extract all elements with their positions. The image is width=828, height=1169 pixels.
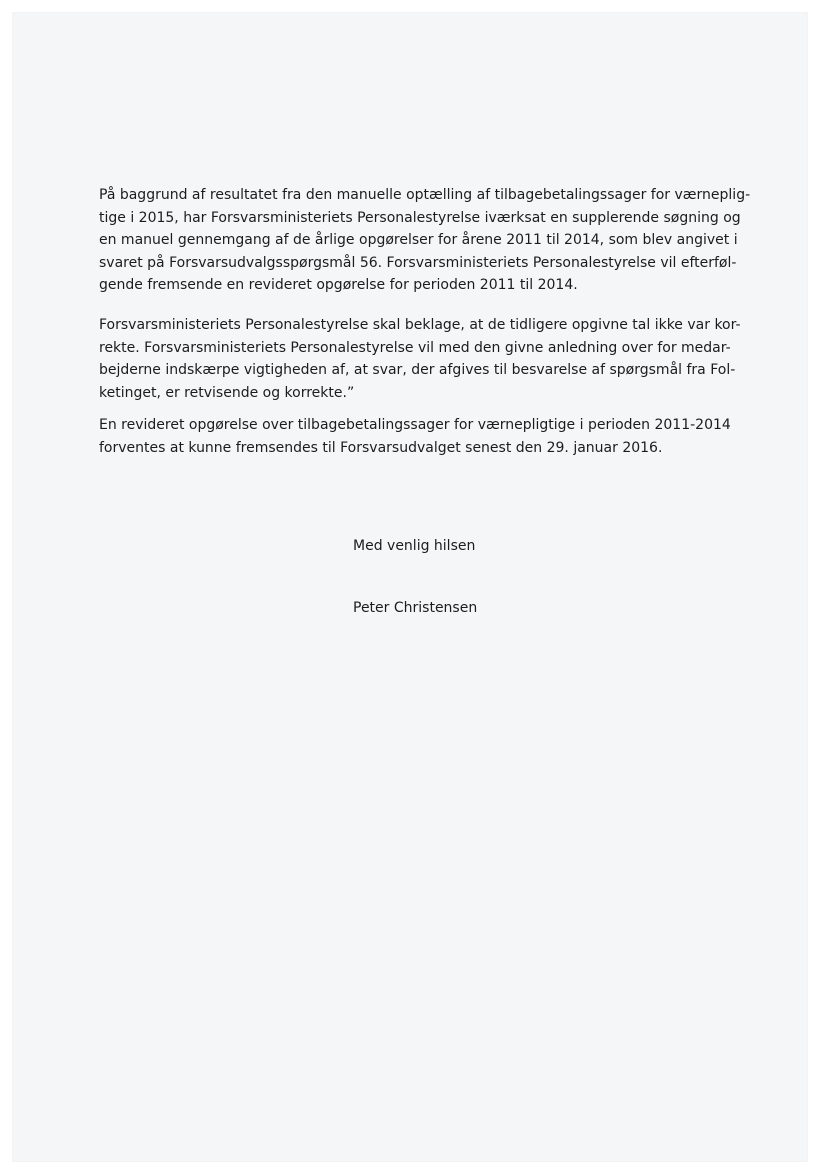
paragraph-line: Forsvarsministeriets Personalestyrelse skal beklage, at de tidligere opgivne tal ikke var kor-	[99, 317, 741, 333]
paragraph-line: En revideret opgørelse over tilbagebetalingssager for værnepligtige i perioden 2011-2014	[99, 417, 731, 433]
signatory-name: Peter Christensen	[353, 600, 478, 616]
paragraph-line: ketinget, er retvisende og korrekte.”	[99, 384, 355, 401]
paragraph-line: en manuel gennemgang af de årlige opgørelser for årene 2011 til 2014, som blev angivet i	[99, 232, 738, 248]
paragraph-line: tige i 2015, har Forsvarsministeriets Personalestyrelse iværksat en supplerende søgning og	[99, 209, 741, 226]
paragraph-line: forventes at kunne fremsendes til Forsvarsudvalget senest den 29. januar 2016.	[99, 439, 663, 456]
paragraph-line: svaret på Forsvarsudvalgsspørgsmål 56. Forsvarsministeriets Personalestyrelse vil efterføl-	[99, 254, 737, 271]
closing-greeting: Med venlig hilsen	[353, 538, 476, 554]
paragraph-line: bejderne indskærpe vigtigheden af, at svar, der afgives til besvarelse af spørgsmål fra Fol-	[99, 362, 736, 378]
paragraph-2	[99, 314, 741, 404]
paragraph-line: gende fremsende en revideret opgørelse for perioden 2011 til 2014.	[99, 277, 578, 293]
paragraph-1	[99, 184, 751, 297]
paragraph-3	[99, 414, 731, 459]
paragraph-line: rekte. Forsvarsministeriets Personalestyrelse vil med den givne anledning over for medar-	[99, 339, 731, 356]
paragraph-line: På baggrund af resultatet fra den manuelle optælling af tilbagebetalingssager for værneplig-	[99, 187, 751, 203]
